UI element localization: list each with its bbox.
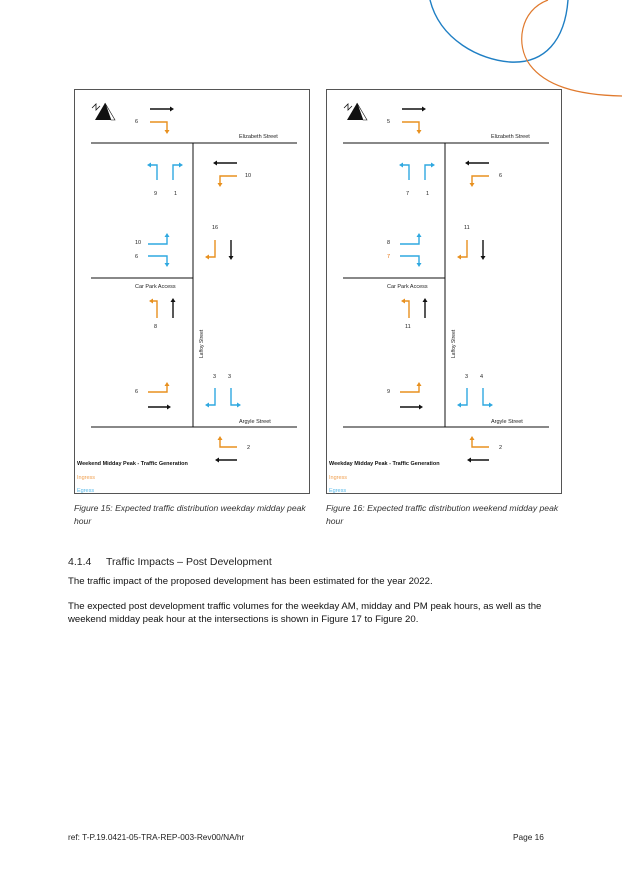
figure-16-diagram [326, 89, 562, 494]
paragraph-2: The expected post development traffic volumes for the weekday AM, midday and PM peak hours, as well as the weekend midday peak hour at the intersections is shown in Figure 17 to Figure 20. [68, 601, 542, 625]
elizabeth-right-egress-value: 1 [174, 191, 178, 197]
elizabeth-ingress-value: 10 [245, 173, 252, 179]
section-title: Traffic Impacts – Post Development [106, 556, 272, 568]
elizabeth-right-egress-value: 1 [426, 191, 430, 197]
footer-page-number: Page 16 [513, 832, 544, 842]
argyle-right-egress-value: 4 [480, 374, 484, 380]
legend-egress: Egress [329, 488, 347, 494]
figure-15-diagram [74, 89, 310, 494]
legend-egress: Egress [77, 488, 95, 494]
car-park-access-label: Car Park Access [387, 284, 428, 290]
carpark-egress-lower-value: 6 [135, 254, 139, 260]
north-ingress-value: 6 [135, 119, 139, 125]
lower-ingress-value: 9 [387, 389, 391, 395]
figure-15-caption: Figure 15: Expected traffic distribution weekday midday peak hour [74, 503, 306, 526]
carpark-egress-upper-value: 10 [135, 240, 142, 246]
legend-ingress: Ingress [329, 475, 348, 481]
panel-title: Weekend Midday Peak - Traffic Generation [77, 461, 188, 467]
north-arrow-icon [344, 103, 367, 120]
argyle-ingress-value: 2 [499, 445, 503, 451]
argyle-right-egress-value: 3 [228, 374, 232, 380]
argyle-left-egress-value: 3 [465, 374, 469, 380]
figure-16-caption: Figure 16: Expected traffic distribution weekend midday peak hour [326, 503, 559, 526]
argyle-left-egress-value: 3 [213, 374, 217, 380]
elizabeth-street-label: Elizabeth Street [491, 134, 530, 140]
legend-ingress: Ingress [77, 475, 96, 481]
figure-15-drawing [75, 90, 311, 495]
carpark-egress-upper-value: 8 [387, 240, 391, 246]
carpark-egress-lower-value: 7 [387, 254, 391, 260]
laffoy-street-label: Laffoy Street [199, 329, 205, 358]
car-park-access-label: Car Park Access [135, 284, 176, 290]
laffoy-ingress-value: 16 [212, 225, 219, 231]
figure-16-drawing [327, 90, 563, 495]
argyle-ingress-value: 2 [247, 445, 251, 451]
footer-reference: ref: T-P.19.0421-05-TRA-REP-003-Rev00/NA/hr [68, 832, 245, 842]
elizabeth-left-egress-value: 7 [406, 191, 410, 197]
panel-title: Weekday Midday Peak - Traffic Generation [329, 461, 440, 467]
carpark-ingress-value: 8 [154, 324, 158, 330]
paragraph-1: The traffic impact of the proposed development has been estimated for the year 2022. [68, 576, 433, 587]
argyle-street-label: Argyle Street [491, 419, 523, 425]
section-number: 4.1.4 [68, 556, 92, 568]
elizabeth-ingress-value: 6 [499, 173, 503, 179]
carpark-ingress-value: 11 [405, 324, 411, 330]
section-heading [68, 556, 272, 568]
north-ingress-value: 5 [387, 119, 391, 125]
elizabeth-left-egress-value: 9 [154, 191, 158, 197]
laffoy-ingress-value: 11 [464, 225, 470, 231]
north-arrow-icon [92, 103, 115, 120]
elizabeth-street-label: Elizabeth Street [239, 134, 278, 140]
lower-ingress-value: 6 [135, 389, 139, 395]
argyle-street-label: Argyle Street [239, 419, 271, 425]
laffoy-street-label: Laffoy Street [451, 329, 457, 358]
